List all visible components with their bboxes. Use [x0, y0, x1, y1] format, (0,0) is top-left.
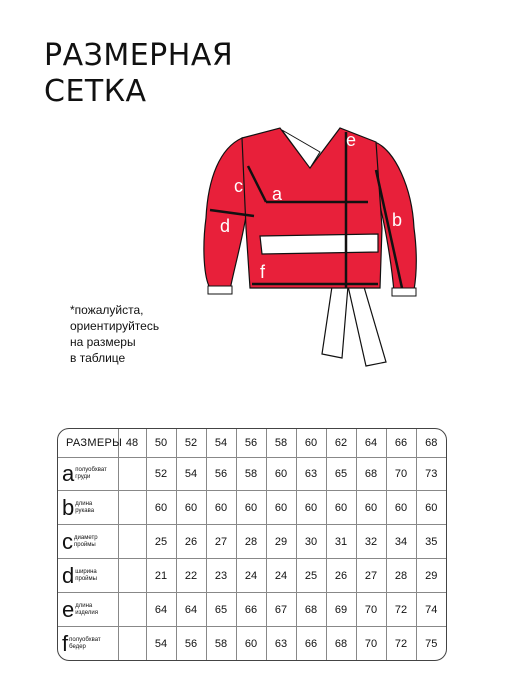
table-cell: 67 — [266, 593, 296, 627]
table-cell: 56 — [206, 457, 236, 491]
table-cell: 60 — [416, 491, 446, 525]
table-cell: 22 — [176, 559, 206, 593]
table-cell: 60 — [296, 491, 326, 525]
left-cuff — [208, 286, 232, 294]
table-cell: 25 — [296, 559, 326, 593]
table-cell: 65 — [326, 457, 356, 491]
header-size: 56 — [236, 429, 266, 457]
row-description-line: длина — [75, 602, 93, 609]
header-size: 54 — [206, 429, 236, 457]
header-size: 52 — [176, 429, 206, 457]
row-description-line: рукава — [75, 507, 95, 514]
table-cell: 60 — [266, 491, 296, 525]
empty-cell — [118, 491, 146, 525]
row-label — [58, 457, 118, 491]
header-size: 60 — [296, 429, 326, 457]
row-letter: b — [62, 494, 75, 520]
table-cell: 30 — [296, 525, 326, 559]
header-size: 66 — [386, 429, 416, 457]
row-letter: d — [62, 562, 75, 588]
table-cell: 26 — [176, 525, 206, 559]
table-cell: 60 — [236, 491, 266, 525]
row-label — [58, 525, 118, 559]
empty-cell — [118, 457, 146, 491]
row-description-line: полуобхват — [75, 466, 107, 473]
label-d: d — [220, 216, 231, 236]
table-cell: 58 — [236, 457, 266, 491]
row-description-line: бедер — [69, 643, 86, 650]
table-cell: 60 — [266, 457, 296, 491]
belt — [260, 234, 378, 254]
table-cell: 63 — [296, 457, 326, 491]
table-cell: 60 — [386, 491, 416, 525]
row-description-line: груди — [75, 473, 91, 480]
row-description-line: длина — [75, 500, 93, 507]
table-cell: 32 — [356, 525, 386, 559]
row-description — [69, 637, 101, 651]
empty-cell — [118, 559, 146, 593]
table-cell: 72 — [386, 593, 416, 627]
note-line: ориентируйтесь — [70, 319, 160, 333]
table-cell: 52 — [146, 457, 176, 491]
table-cell: 69 — [326, 593, 356, 627]
empty-cell — [118, 525, 146, 559]
row-letter: f — [62, 630, 69, 656]
table-cell: 73 — [416, 457, 446, 491]
table-cell: 66 — [236, 593, 266, 627]
header-size: 68 — [416, 429, 446, 457]
table-cell: 63 — [266, 627, 296, 660]
table-cell: 56 — [176, 627, 206, 660]
row-letter: e — [62, 596, 75, 622]
page-title — [44, 38, 233, 110]
table-header-row — [58, 429, 446, 457]
table-cell: 70 — [386, 457, 416, 491]
table-cell: 29 — [266, 525, 296, 559]
row-description-line: диаметр — [74, 534, 98, 541]
table-row — [58, 525, 446, 559]
label-b: b — [392, 210, 403, 230]
right-cuff — [392, 288, 416, 296]
size-table — [58, 429, 446, 660]
table-cell: 24 — [236, 559, 266, 593]
label-c: c — [234, 176, 243, 196]
row-description — [74, 535, 98, 549]
table-cell: 25 — [146, 525, 176, 559]
row-description-line: полуобхват — [69, 636, 101, 643]
table-cell: 60 — [326, 491, 356, 525]
table-cell: 64 — [146, 593, 176, 627]
table-cell: 75 — [416, 627, 446, 660]
label-f: f — [260, 262, 266, 282]
row-label — [58, 559, 118, 593]
table-cell: 54 — [146, 627, 176, 660]
row-description — [75, 467, 107, 481]
empty-cell — [118, 627, 146, 660]
row-description-line: изделия — [75, 609, 98, 616]
table-cell: 23 — [206, 559, 236, 593]
row-description — [75, 569, 97, 583]
table-cell: 21 — [146, 559, 176, 593]
table-cell: 65 — [206, 593, 236, 627]
row-description — [75, 501, 94, 515]
table-cell: 60 — [356, 491, 386, 525]
table-cell: 27 — [206, 525, 236, 559]
header-size: 62 — [326, 429, 356, 457]
row-label — [58, 593, 118, 627]
table-row — [58, 627, 446, 660]
size-table-container — [57, 428, 447, 661]
table-row — [58, 457, 446, 491]
row-description-line: ширина — [75, 568, 97, 575]
table-cell: 60 — [236, 627, 266, 660]
row-description — [75, 603, 98, 617]
header-size: 50 — [146, 429, 176, 457]
table-cell: 74 — [416, 593, 446, 627]
table-cell: 60 — [206, 491, 236, 525]
table-cell: 68 — [356, 457, 386, 491]
empty-cell — [118, 593, 146, 627]
size-note — [70, 302, 200, 366]
title-line-2: СЕТКА — [44, 74, 147, 109]
table-cell: 27 — [356, 559, 386, 593]
note-line: на размеры — [70, 335, 136, 349]
label-e: e — [346, 130, 357, 150]
row-description-line: проймы — [74, 541, 96, 548]
label-a: a — [272, 184, 283, 204]
table-cell: 28 — [386, 559, 416, 593]
table-cell: 66 — [296, 627, 326, 660]
table-cell: 31 — [326, 525, 356, 559]
title-line-1: РАЗМЕРНАЯ — [44, 38, 234, 73]
table-cell: 26 — [326, 559, 356, 593]
table-cell: 72 — [386, 627, 416, 660]
header-size: 64 — [356, 429, 386, 457]
table-cell: 35 — [416, 525, 446, 559]
table-cell: 24 — [266, 559, 296, 593]
garment-illustration — [190, 118, 430, 378]
row-letter: c — [62, 528, 73, 554]
table-row — [58, 491, 446, 525]
table-cell: 60 — [146, 491, 176, 525]
table-row — [58, 559, 446, 593]
table-cell: 54 — [176, 457, 206, 491]
note-line: в таблице — [70, 351, 126, 365]
table-cell: 28 — [236, 525, 266, 559]
table-cell: 64 — [176, 593, 206, 627]
header-sizes-label: РАЗМЕРЫ — [58, 429, 118, 457]
note-line: *пожалуйста, — [70, 303, 144, 317]
table-cell: 29 — [416, 559, 446, 593]
table-cell: 70 — [356, 593, 386, 627]
row-label — [58, 491, 118, 525]
header-size: 48 — [118, 429, 146, 457]
table-cell: 70 — [356, 627, 386, 660]
header-size: 58 — [266, 429, 296, 457]
table-cell: 58 — [206, 627, 236, 660]
row-letter: a — [62, 460, 75, 486]
row-description-line: проймы — [75, 575, 97, 582]
row-label — [58, 627, 118, 660]
table-cell: 68 — [326, 627, 356, 660]
table-cell: 68 — [296, 593, 326, 627]
table-cell: 60 — [176, 491, 206, 525]
table-cell: 34 — [386, 525, 416, 559]
table-row — [58, 593, 446, 627]
